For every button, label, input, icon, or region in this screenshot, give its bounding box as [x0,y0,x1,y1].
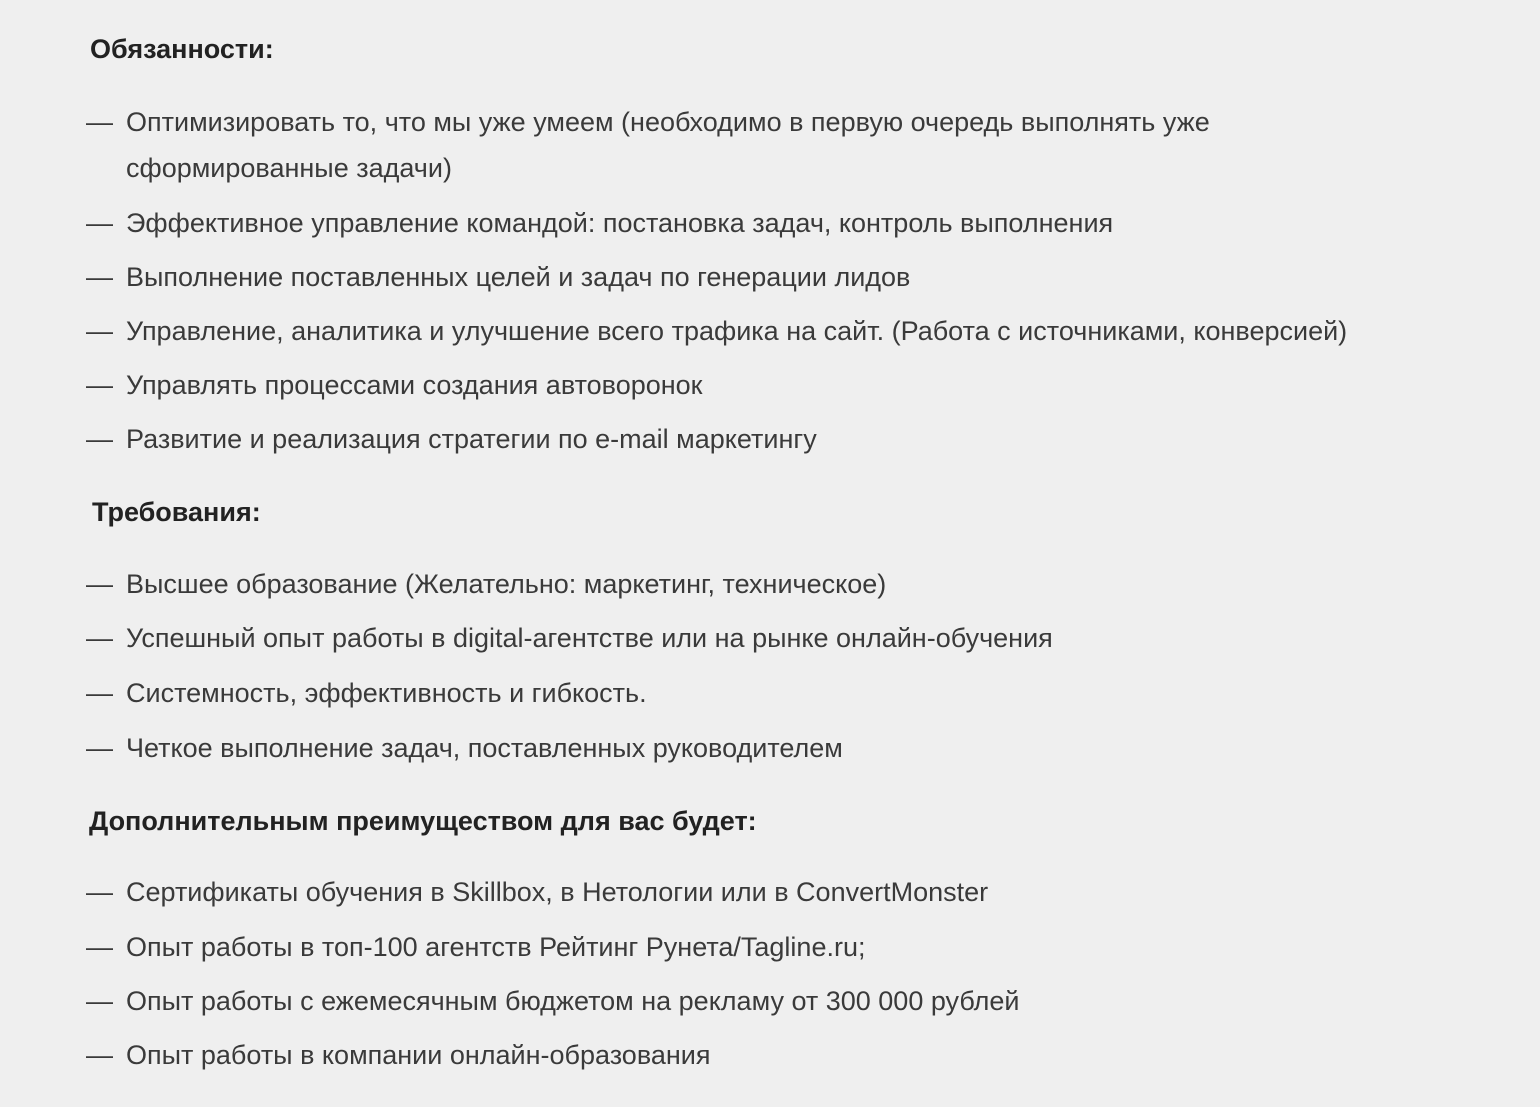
list-item-text: Опыт работы с ежемесячным бюджетом на рекламу от 300 000 рублей [126,986,1020,1016]
list-item [86,362,1486,408]
list-item-text: Системность, эффективность и гибкость. [126,678,647,708]
bullet-dash: — [86,986,113,1016]
list-item-text: Опыт работы в компании онлайн-образования [126,1040,711,1070]
list-item-text: Развитие и реализация стратегии по e-mail маркетингу [126,424,817,454]
bullet-dash: — [86,208,113,238]
list-item [86,1032,1486,1078]
bullet-dash: — [86,678,113,708]
section-title-requirements: Требования: [92,497,261,527]
bullet-dash: — [86,569,113,599]
list-item [86,416,1486,462]
list-item [86,869,1486,915]
bullet-dash: — [86,733,113,763]
bullet-dash: — [86,370,113,400]
list-item [86,924,1486,970]
list-item [86,670,1486,716]
list-item [86,615,1486,661]
list-item [86,978,1486,1024]
section-title-advantages: Дополнительным преимуществом для вас будет: [89,806,757,836]
list-item-text: Сертификаты обучения в Skillbox, в Нетологии или в ConvertMonster [126,877,989,907]
list-item [86,254,1486,300]
list-item-text: Опыт работы в топ-100 агентств Рейтинг Рунета/Tagline.ru; [126,932,866,962]
list-item [86,99,1486,191]
list-item-text: Успешный опыт работы в digital-агентстве или на рынке онлайн-обучения [126,623,1053,653]
list-item-text: Выполнение поставленных целей и задач по генерации лидов [126,262,911,292]
bullet-dash: — [86,932,113,962]
list-item [86,308,1486,354]
bullet-dash: — [86,1040,113,1070]
list-item [86,725,1486,771]
list-item-text: Высшее образование (Желательно: маркетинг, техническое) [126,569,887,599]
list-item [86,561,1486,607]
list-item [86,200,1486,246]
bullet-dash: — [86,316,113,346]
list-item-text: Управление, аналитика и улучшение всего трафика на сайт. (Работа с источниками, конверсией) [126,316,1348,346]
list-item-text: Оптимизировать то, что мы уже умеем (необходимо в первую очередь выполнять уже сформированные задачи) [126,107,1210,183]
bullet-dash: — [86,623,113,653]
bullet-dash: — [86,107,113,137]
list-item-text: Эффективное управление командой: постановка задач, контроль выполнения [126,208,1114,238]
list-item-text: Управлять процессами создания автоворонок [126,370,703,400]
bullet-dash: — [86,262,113,292]
bullet-dash: — [86,424,113,454]
section-title-duties: Обязанности: [90,34,274,64]
list-item-text: Четкое выполнение задач, поставленных руководителем [126,733,843,763]
bullet-dash: — [86,877,113,907]
